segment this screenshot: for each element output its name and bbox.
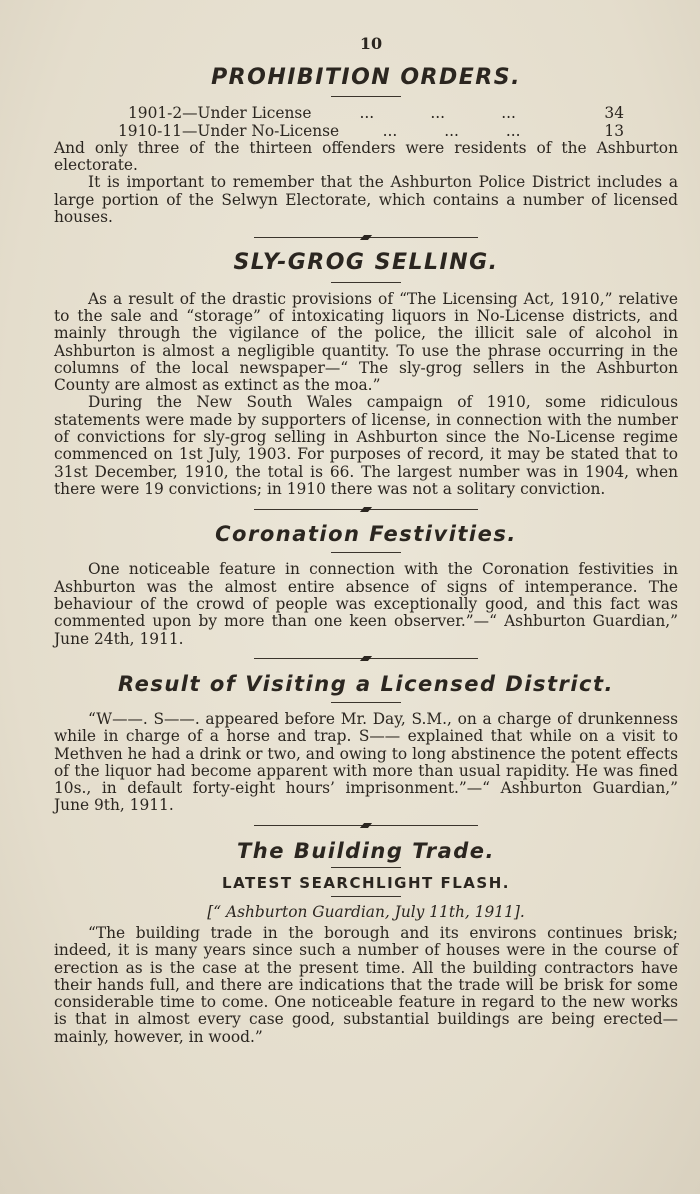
section-divider [54, 654, 678, 664]
heading-underline [331, 96, 401, 97]
section-coronation-festivities [54, 522, 678, 648]
heading-coronation-festivities: Coronation Festivities. [215, 522, 517, 547]
section-divider [54, 232, 678, 242]
heading-prohibition-orders: PROHIBITION ORDERS. [211, 65, 521, 90]
section-divider [54, 504, 678, 514]
section-visiting-licensed-district [54, 672, 678, 815]
subheading-underline [331, 896, 401, 897]
section-sly-grog-selling [54, 250, 678, 498]
paragraph: “The building trade in the borough and its environs continues brisk; indeed, it is many years since such a number of houses were in the course of erection as is the case at the present time. All the building contractors have their hands full, and there are indications that the trade will be brisk for some considerable time to come. One noticeable feature in regard to the new works is that in almost every case good, substantial buildings are being erected—mainly, however, in wood.” [54, 923, 678, 1046]
paragraph: During the New South Wales campaign of 1910, some ridiculous statements were made by supporters of license, in connection with the number of convictions for sly-grog selling in Ashburton since the No-License regime commenced on 1st July, 1903. For purposes of record, it may be stated that to 31st December, 1910, the total is 66. The largest number was in 1904, when there were 19 convictions; in 1910 there was not a solitary conviction. [54, 393, 678, 498]
heading-building-trade: The Building Trade. [236, 838, 495, 863]
section-building-trade [54, 839, 678, 1046]
heading-visiting-licensed-district: Result of Visiting a Licensed District. [117, 671, 615, 696]
stat-label: 1901-2—Under License [128, 104, 312, 123]
section-prohibition-orders [54, 65, 678, 226]
stat-value: 13 [604, 121, 624, 140]
heading-underline [331, 552, 401, 553]
stat-row [54, 105, 678, 122]
paragraph: One noticeable feature in connection with the Coronation festivities in Ashburton was the almost entire absence of signs of intemperance. The behaviour of the crowd of people was exceptionally good, and this fact was commented upon by more than one keen observer.”—“ Ashburton Guardian,” June 24th, 1911. [54, 560, 678, 648]
stat-row [54, 123, 678, 140]
heading-underline [331, 867, 401, 868]
section-divider [54, 821, 678, 831]
leader-dots: ... ... ... [382, 121, 521, 140]
leader-dots: ... ... ... [359, 104, 516, 123]
paragraph: It is important to remember that the Ashburton Police District includes a large portion of the Selwyn Electorate, which contains a number of licensed houses. [54, 173, 678, 227]
heading-sly-grog-selling: SLY-GROG SELLING. [233, 250, 499, 276]
heading-underline [331, 282, 401, 283]
paragraph: As a result of the drastic provisions of “The Licensing Act, 1910,” relative to the sale and “storage” of intoxicating liquors in No-License districts, and mainly through the vigilance of the police, the illicit sale of alcohol in Ashburton is almost a negligible quantity. To use the phrase occurring in the columns of the local newspaper—“ The sly-grog sellers in the Ashburton County are almost as extinct as the moa.” [54, 289, 678, 395]
page-number: 10 [359, 34, 383, 53]
stat-value: 34 [604, 104, 624, 123]
subheading-searchlight-flash: LATEST SEARCHLIGHT FLASH. [222, 873, 510, 892]
paragraph: And only three of the thirteen offenders were residents of the Ashburton electorate. [54, 138, 678, 175]
heading-underline [331, 702, 401, 703]
stat-label: 1910-11—Under No-License [118, 121, 340, 140]
source-citation: [“ Ashburton Guardian, July 11th, 1911]. [207, 902, 525, 921]
paragraph: “W——. S——. appeared before Mr. Day, S.M., on a charge of drunkenness while in charge of a horse and trap. S—— explained that while on a visit to Methven he had a drink or two, and owing to long abstinence the potent effects of the liquor had become apparent with more than usual rapidity. He was fined 10s., in default forty-eight hours’ imprisonment.”—“ Ashburton Guardian,” June 9th, 1911. [54, 710, 678, 815]
